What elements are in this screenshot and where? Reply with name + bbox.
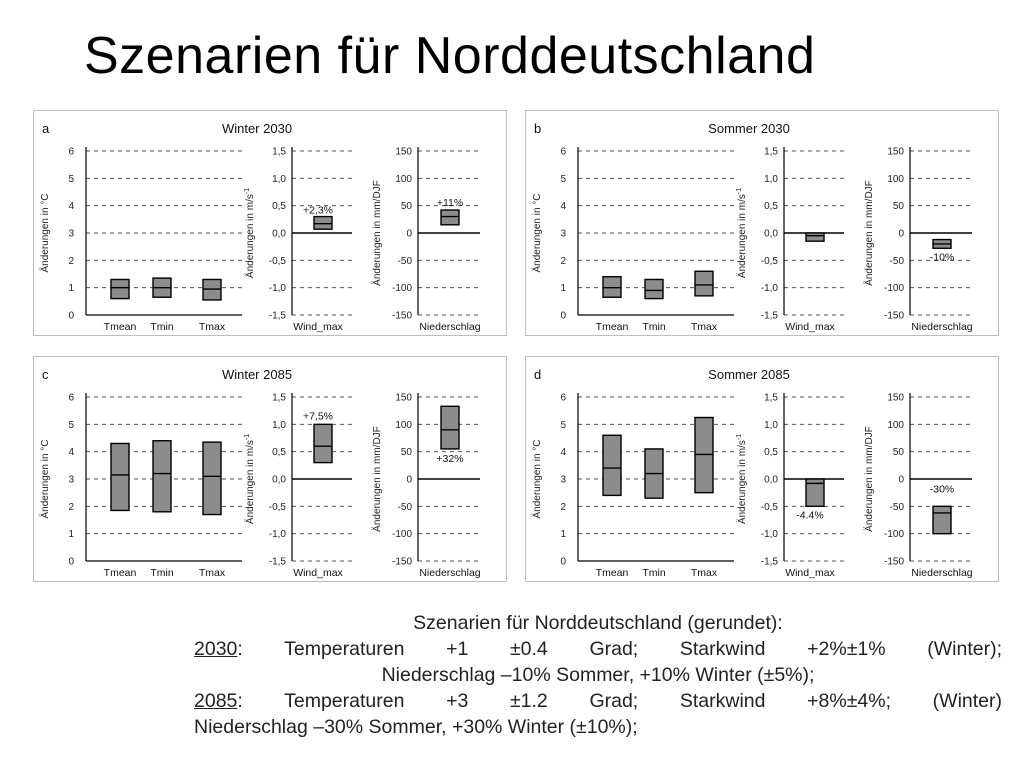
wind-tick-label: -1,0 <box>760 529 778 541</box>
precip-tick-label: 100 <box>395 173 412 185</box>
caption <box>194 610 1002 740</box>
panel-title: Winter 2030 <box>221 121 293 136</box>
temp-tick-label: 2 <box>68 501 74 513</box>
temp-box-tmax <box>695 271 713 296</box>
temp-category-label: Tmin <box>150 567 174 579</box>
panel-a <box>33 110 507 336</box>
temp-category-label: Tmax <box>198 567 226 579</box>
wind-annotation: -4.4% <box>796 509 824 522</box>
temp-tick-label: 1 <box>68 529 74 541</box>
wind-x-label: Wind_max <box>785 321 835 333</box>
caption-heading: Szenarien für Norddeutschland (gerundet): <box>413 612 783 634</box>
temp-axis-label: Änderungen in °C <box>40 193 51 273</box>
slide-title: Szenarien für Norddeutschland <box>84 27 816 85</box>
precip-tick-label: 100 <box>887 173 904 185</box>
precip-tick-label: 50 <box>892 447 904 459</box>
temp-tick-label: 6 <box>68 146 74 158</box>
precip-tick-label: 0 <box>406 228 412 240</box>
precip-tick-label: -150 <box>391 310 412 322</box>
wind-tick-label: -0,5 <box>760 255 778 267</box>
temp-tick-label: 3 <box>68 474 74 486</box>
wind-x-label: Wind_max <box>293 567 343 579</box>
wind-tick-label: -1,5 <box>268 556 286 568</box>
wind-box <box>806 233 824 241</box>
precip-axis-label: Änderungen in mm/DJF <box>372 426 383 532</box>
panel-title: Winter 2085 <box>221 367 293 382</box>
panel-b <box>525 110 999 336</box>
wind-x-label: Wind_max <box>293 321 343 333</box>
wind-tick-label: 1,0 <box>764 419 778 431</box>
panel-c <box>33 356 507 582</box>
wind-tick-label: -1,0 <box>268 529 286 541</box>
temp-category-label: Tmin <box>642 567 666 579</box>
precip-tick-label: 50 <box>400 201 412 213</box>
precip-tick-label: 100 <box>887 419 904 431</box>
wind-tick-label: 1,5 <box>764 392 778 404</box>
temp-tick-label: 2 <box>68 255 74 267</box>
temp-box-tmean <box>111 279 129 298</box>
precip-tick-label: -100 <box>883 529 904 541</box>
temp-tick-label: 3 <box>560 474 566 486</box>
precip-box <box>441 210 459 225</box>
wind-x-label: Wind_max <box>785 567 835 579</box>
precip-tick-label: -150 <box>883 556 904 568</box>
caption-2030-line <box>194 636 1002 662</box>
caption-2085-label: 2085 <box>194 690 238 712</box>
wind-tick-label: -0,5 <box>760 501 778 513</box>
temp-box-tmean <box>603 435 621 495</box>
temp-category-label: Tmin <box>642 321 666 333</box>
wind-tick-label: 1,0 <box>272 419 286 431</box>
temp-category-label: Tmax <box>690 567 718 579</box>
temp-tick-label: 0 <box>68 556 74 568</box>
wind-tick-label: 1,0 <box>272 173 286 185</box>
panel-title: Sommer 2030 <box>708 121 790 136</box>
temp-tick-label: 4 <box>560 447 566 459</box>
panel-letter: b <box>534 121 542 136</box>
temp-tick-label: 1 <box>560 283 566 295</box>
wind-tick-label: 1,5 <box>764 146 778 158</box>
temp-tick-label: 0 <box>560 310 566 322</box>
temp-category-label: Tmin <box>150 321 174 333</box>
temp-tick-label: 4 <box>560 201 566 213</box>
caption-2085-line2: Niederschlag –30% Sommer, +30% Winter (±10%); <box>194 716 638 738</box>
panel-chart <box>526 357 1000 583</box>
wind-annotation: +7,5% <box>302 410 334 423</box>
precip-tick-label: -50 <box>397 501 412 513</box>
precip-tick-label: -150 <box>883 310 904 322</box>
panel-chart <box>34 111 508 337</box>
wind-axis-label: Änderungen in $m/s^{-1}$ <box>244 433 256 525</box>
temp-tick-label: 3 <box>560 228 566 240</box>
panel-title: Sommer 2085 <box>708 367 790 382</box>
temp-tick-label: 6 <box>560 392 566 404</box>
wind-tick-label: 0,0 <box>272 474 286 486</box>
wind-tick-label: 1,0 <box>764 173 778 185</box>
temp-tick-label: 0 <box>68 310 74 322</box>
wind-axis-label: Änderungen in $m/s^{-1}$ <box>244 187 256 279</box>
precip-tick-label: 150 <box>395 146 412 158</box>
temp-box-tmean <box>111 443 129 510</box>
wind-tick-label: 0,5 <box>272 447 286 459</box>
precip-x-label: Niederschlag <box>419 567 481 579</box>
caption-2030-label: 2030 <box>194 638 238 660</box>
temp-axis-label: Änderungen in °C <box>40 439 51 519</box>
wind-tick-label: 0,0 <box>764 228 778 240</box>
caption-2085-line <box>194 688 1002 714</box>
temp-category-label: Tmean <box>103 321 137 333</box>
wind-tick-label: -0,5 <box>268 501 286 513</box>
temp-tick-label: 0 <box>560 556 566 568</box>
caption-2030-line2: Niederschlag –10% Sommer, +10% Winter (±5%); <box>381 664 815 686</box>
wind-annotation: +2,3% <box>302 204 334 217</box>
wind-tick-label: 0,5 <box>272 201 286 213</box>
precip-box <box>441 406 459 449</box>
wind-tick-label: 0,0 <box>764 474 778 486</box>
temp-tick-label: 5 <box>560 419 566 431</box>
precip-x-label: Niederschlag <box>419 321 481 333</box>
temp-category-label: Tmean <box>595 321 629 333</box>
precip-tick-label: 150 <box>887 392 904 404</box>
wind-tick-label: 1,5 <box>272 146 286 158</box>
temp-tick-label: 6 <box>68 392 74 404</box>
temp-tick-label: 6 <box>560 146 566 158</box>
precip-x-label: Niederschlag <box>911 321 973 333</box>
precip-tick-label: -50 <box>889 255 904 267</box>
panel-chart <box>526 111 1000 337</box>
temp-tick-label: 4 <box>68 447 74 459</box>
temp-tick-label: 2 <box>560 501 566 513</box>
wind-tick-label: 0,5 <box>764 201 778 213</box>
precip-tick-label: -50 <box>397 255 412 267</box>
precip-tick-label: 50 <box>892 201 904 213</box>
wind-tick-label: -1,5 <box>760 310 778 322</box>
temp-box-tmin <box>645 279 663 298</box>
temp-category-label: Tmax <box>690 321 718 333</box>
temp-tick-label: 1 <box>560 529 566 541</box>
precip-tick-label: 150 <box>887 146 904 158</box>
precip-tick-label: -100 <box>883 283 904 295</box>
caption-2085-text: : Temperaturen +3 ±1.2 Grad; Starkwind +8%±4%; (Winter) <box>237 690 1002 712</box>
precip-annotation: +32% <box>436 452 464 465</box>
temp-axis-label: Änderungen in °C <box>532 439 543 519</box>
precip-tick-label: 0 <box>406 474 412 486</box>
wind-axis-label: Änderungen in $m/s^{-1}$ <box>736 187 748 279</box>
wind-box <box>314 217 332 230</box>
precip-x-label: Niederschlag <box>911 567 973 579</box>
wind-axis-label: Änderungen in $m/s^{-1}$ <box>736 433 748 525</box>
temp-tick-label: 5 <box>68 173 74 185</box>
precip-axis-label: Änderungen in mm/DJF <box>864 426 875 532</box>
precip-tick-label: 150 <box>395 392 412 404</box>
temp-tick-label: 3 <box>68 228 74 240</box>
temp-category-label: Tmean <box>103 567 137 579</box>
precip-axis-label: Änderungen in mm/DJF <box>864 180 875 286</box>
wind-tick-label: -0,5 <box>268 255 286 267</box>
panel-d <box>525 356 999 582</box>
precip-annotation: +11% <box>436 197 464 210</box>
panel-letter: c <box>42 367 49 382</box>
caption-2030-text: : Temperaturen +1 ±0.4 Grad; Starkwind +2%±1% (Winter); <box>237 638 1002 660</box>
precip-annotation: -30% <box>929 483 955 496</box>
temp-tick-label: 4 <box>68 201 74 213</box>
precip-tick-label: 50 <box>400 447 412 459</box>
precip-tick-label: 0 <box>898 228 904 240</box>
temp-axis-label: Änderungen in °C <box>532 193 543 273</box>
wind-tick-label: -1,5 <box>760 556 778 568</box>
precip-tick-label: -100 <box>391 283 412 295</box>
panel-letter: a <box>42 121 50 136</box>
temp-tick-label: 5 <box>68 419 74 431</box>
wind-box <box>314 424 332 462</box>
precip-tick-label: -50 <box>889 501 904 513</box>
wind-tick-label: -1,0 <box>760 283 778 295</box>
precip-tick-label: -100 <box>391 529 412 541</box>
wind-tick-label: 0,0 <box>272 228 286 240</box>
temp-box-tmin <box>153 441 171 512</box>
panel-letter: d <box>534 367 542 382</box>
precip-annotation: -10% <box>929 251 955 264</box>
precip-tick-label: -150 <box>391 556 412 568</box>
temp-tick-label: 1 <box>68 283 74 295</box>
panel-chart <box>34 357 508 583</box>
precip-tick-label: 0 <box>898 474 904 486</box>
wind-tick-label: -1,0 <box>268 283 286 295</box>
temp-category-label: Tmean <box>595 567 629 579</box>
wind-tick-label: 1,5 <box>272 392 286 404</box>
precip-tick-label: 100 <box>395 419 412 431</box>
temp-box-tmax <box>203 442 221 514</box>
precip-box <box>933 506 951 533</box>
temp-category-label: Tmax <box>198 321 226 333</box>
wind-tick-label: 0,5 <box>764 447 778 459</box>
temp-tick-label: 2 <box>560 255 566 267</box>
temp-tick-label: 5 <box>560 173 566 185</box>
wind-tick-label: -1,5 <box>268 310 286 322</box>
precip-axis-label: Änderungen in mm/DJF <box>372 180 383 286</box>
